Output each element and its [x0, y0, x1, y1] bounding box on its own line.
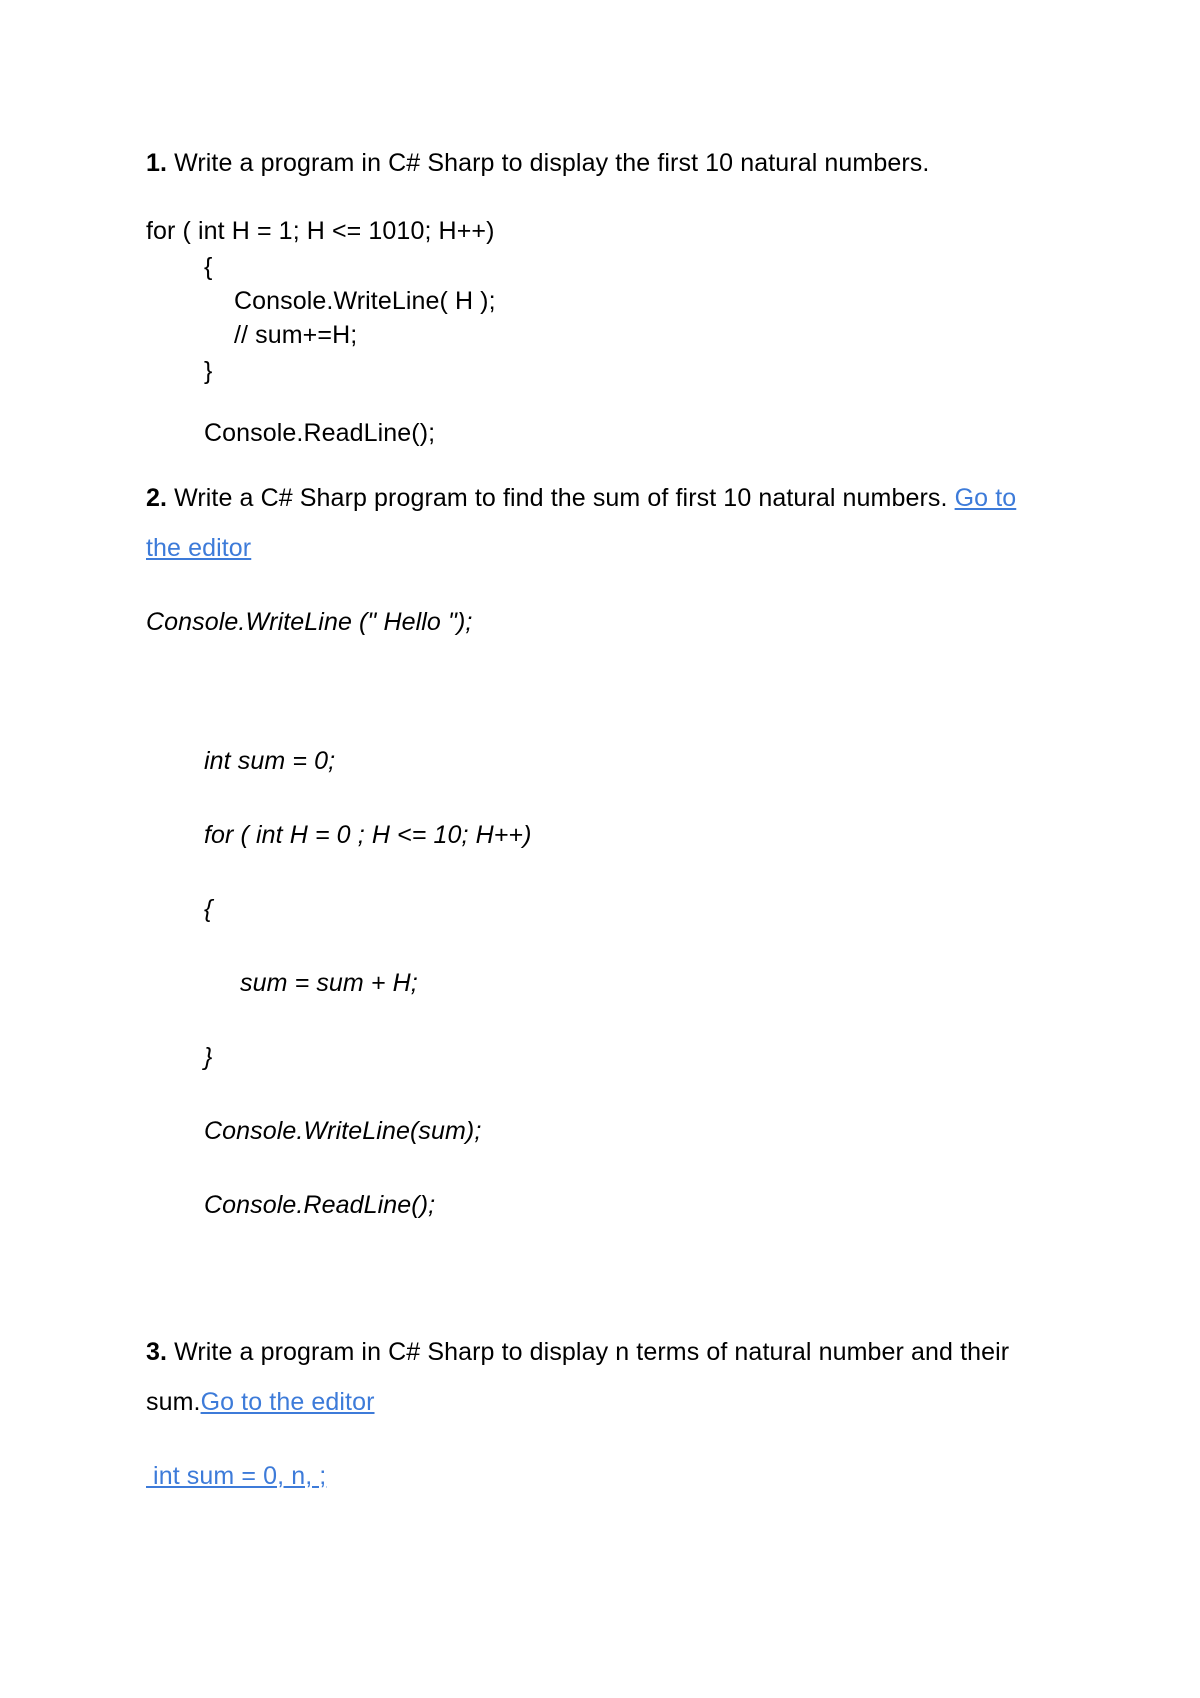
question-3-line-2 — [146, 1387, 375, 1417]
question-1 — [146, 148, 929, 178]
q2-code-line-3: for ( int H = 0 ; H <= 10; H++) — [204, 821, 532, 849]
question-3-editor-link[interactable]: Go to the editor — [200, 1388, 375, 1416]
q2-code-line-2: int sum = 0; — [204, 747, 336, 775]
question-3-text-line-2: sum. — [146, 1388, 201, 1416]
q1-code-line-1: for ( int H = 1; H <= 1010; H++) — [146, 217, 495, 245]
q2-code-line-8: Console.ReadLine(); — [204, 1191, 436, 1219]
q1-code-line-2: { — [204, 253, 213, 281]
question-1-text: Write a program in C# Sharp to display the first 10 natural numbers. — [167, 149, 930, 177]
question-3 — [146, 1337, 1009, 1367]
question-2-number: 2. — [146, 484, 168, 512]
q2-code-line-1: Console.WriteLine (" Hello "); — [146, 608, 473, 636]
question-2-editor-link-part-2[interactable]: the editor — [146, 534, 252, 562]
q2-code-line-7: Console.WriteLine(sum); — [204, 1117, 482, 1145]
question-2-text: Write a C# Sharp program to find the sum of first 10 natural numbers. — [167, 484, 955, 512]
q3-code-line-1 — [146, 1461, 326, 1491]
q2-code-line-5: sum = sum + H; — [240, 969, 418, 997]
question-1-number: 1. — [146, 149, 168, 177]
question-2-line-2 — [146, 533, 251, 563]
q2-code-line-6: } — [204, 1043, 213, 1071]
q1-code-line-4: // sum+=H; — [234, 321, 358, 349]
question-2-editor-link-part-1[interactable]: Go to — [954, 484, 1017, 512]
q1-code-line-3: Console.WriteLine( H ); — [234, 287, 496, 315]
q1-code-line-6: Console.ReadLine(); — [204, 419, 436, 447]
question-2 — [146, 483, 1016, 513]
question-3-text-line-1: Write a program in C# Sharp to display n terms of natural number and their — [167, 1338, 1010, 1366]
q2-code-line-4: { — [204, 895, 213, 923]
question-3-number: 3. — [146, 1338, 168, 1366]
q3-code-link[interactable]: int sum = 0, n, ; — [146, 1462, 327, 1490]
q1-code-line-5: } — [204, 357, 213, 385]
